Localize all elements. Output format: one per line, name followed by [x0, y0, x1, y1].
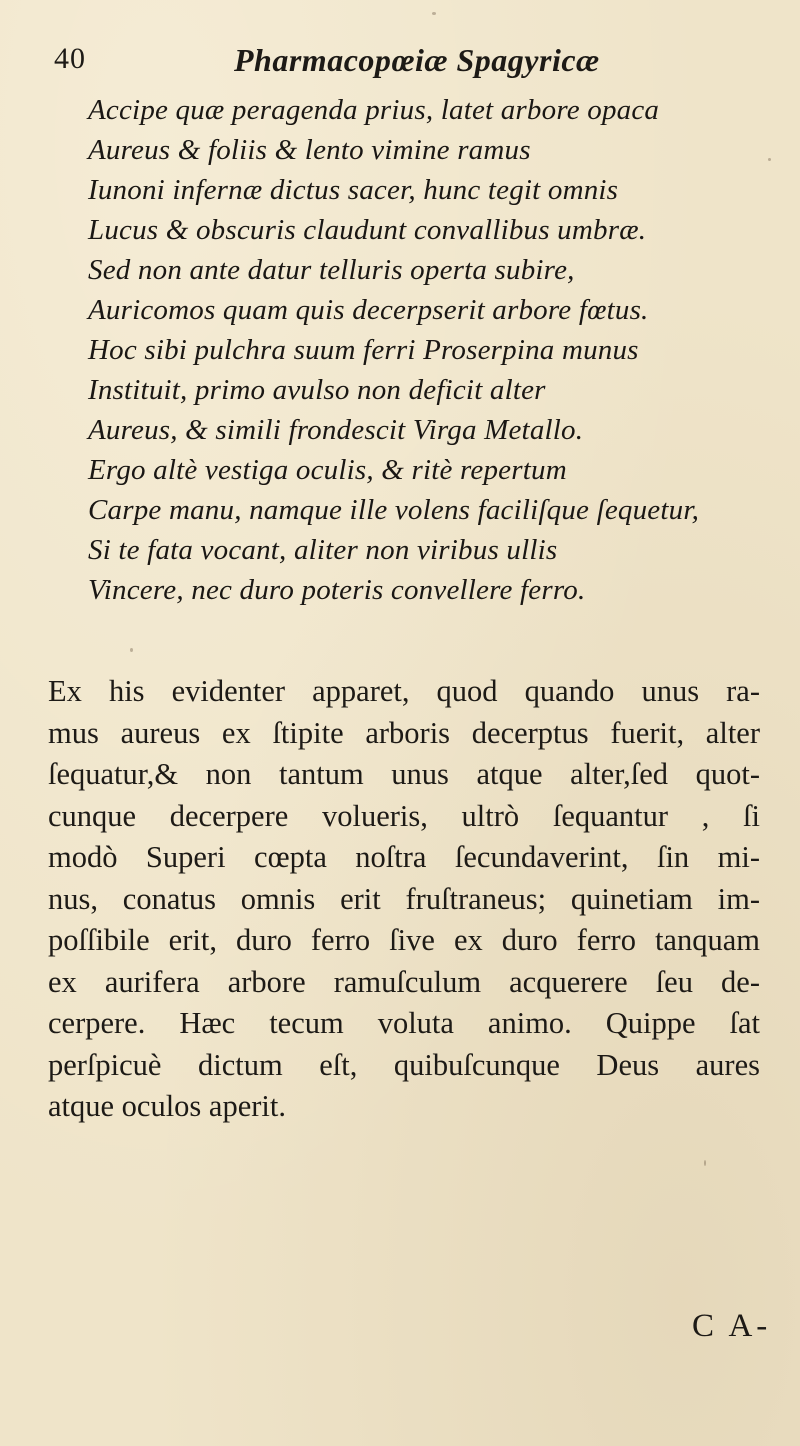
prose-line: atque oculos aperit. [48, 1089, 286, 1123]
prose-line: Ex his evidenter apparet, quod quando unus ra- [48, 674, 760, 708]
verse-line: Si te fata vocant, aliter non viribus ullis [88, 534, 558, 566]
page-number: 40 [54, 42, 86, 75]
verse-line: Sed non ante datur telluris operta subire, [88, 254, 575, 286]
prose-line: nus, conatus omnis erit fruſtraneus; quinetiam im- [48, 881, 760, 916]
prose-line: ex aurifera arbore ramuſculum acquerere ſeu de- [48, 964, 760, 999]
running-title: Pharmacopœiæ Spagyricæ [234, 42, 600, 78]
prose-line: mus aureus ex ſtipite arboris decerptus fuerit, alter [48, 715, 760, 750]
prose-line: perſpicuè dictum eſt, quibuſcunque Deus aures [48, 1047, 760, 1082]
catchword: C A- [692, 1308, 772, 1344]
prose-line: cunque decerpere volueris, ultrò ſequantur , ſi [48, 798, 760, 833]
prose-line: modò Superi cœpta noſtra ſecundaverint, ſin mi- [48, 840, 760, 874]
verse-line: Accipe quæ peragenda prius, latet arbore opaca [88, 94, 660, 126]
verse-line: Lucus & obscuris claudunt convallibus umbræ. [88, 214, 647, 246]
verse-line: Iunoni infernæ dictus sacer, hunc tegit omnis [88, 174, 619, 206]
verse-line: Ergo altè vestiga oculis, & ritè repertum [88, 454, 567, 486]
verse-line: Auricomos quam quis decerpserit arbore fœtus. [88, 294, 649, 326]
verse-line: Vincere, nec duro poteris convellere ferro. [88, 574, 586, 606]
verse-line: Aureus, & simili frondescit Virga Metallo. [88, 414, 584, 446]
verse-block [88, 90, 768, 610]
verse-line: Hoc sibi pulchra suum ferri Proserpina munus [88, 334, 639, 366]
paper-speck [130, 648, 133, 652]
paper-speck [432, 12, 436, 15]
paper-speck [768, 158, 771, 161]
paper-speck [704, 1160, 706, 1166]
verse-line: Aureus & foliis & lento vimine ramus [88, 134, 531, 166]
verse-line: Instituit, primo avulso non deficit alter [88, 374, 546, 406]
prose-line: poſſibile erit, duro ferro ſive ex duro ferro tanquam [48, 923, 760, 957]
prose-line: cerpere. Hæc tecum voluta animo. Quippe ſat [48, 1006, 760, 1040]
prose-line: ſequatur,& non tantum unus atque alter,ſed quot- [48, 757, 760, 791]
running-head [40, 42, 740, 82]
prose-paragraph [48, 671, 760, 1128]
verse-line: Carpe manu, namque ille volens faciliſque ſequetur, [88, 494, 700, 526]
